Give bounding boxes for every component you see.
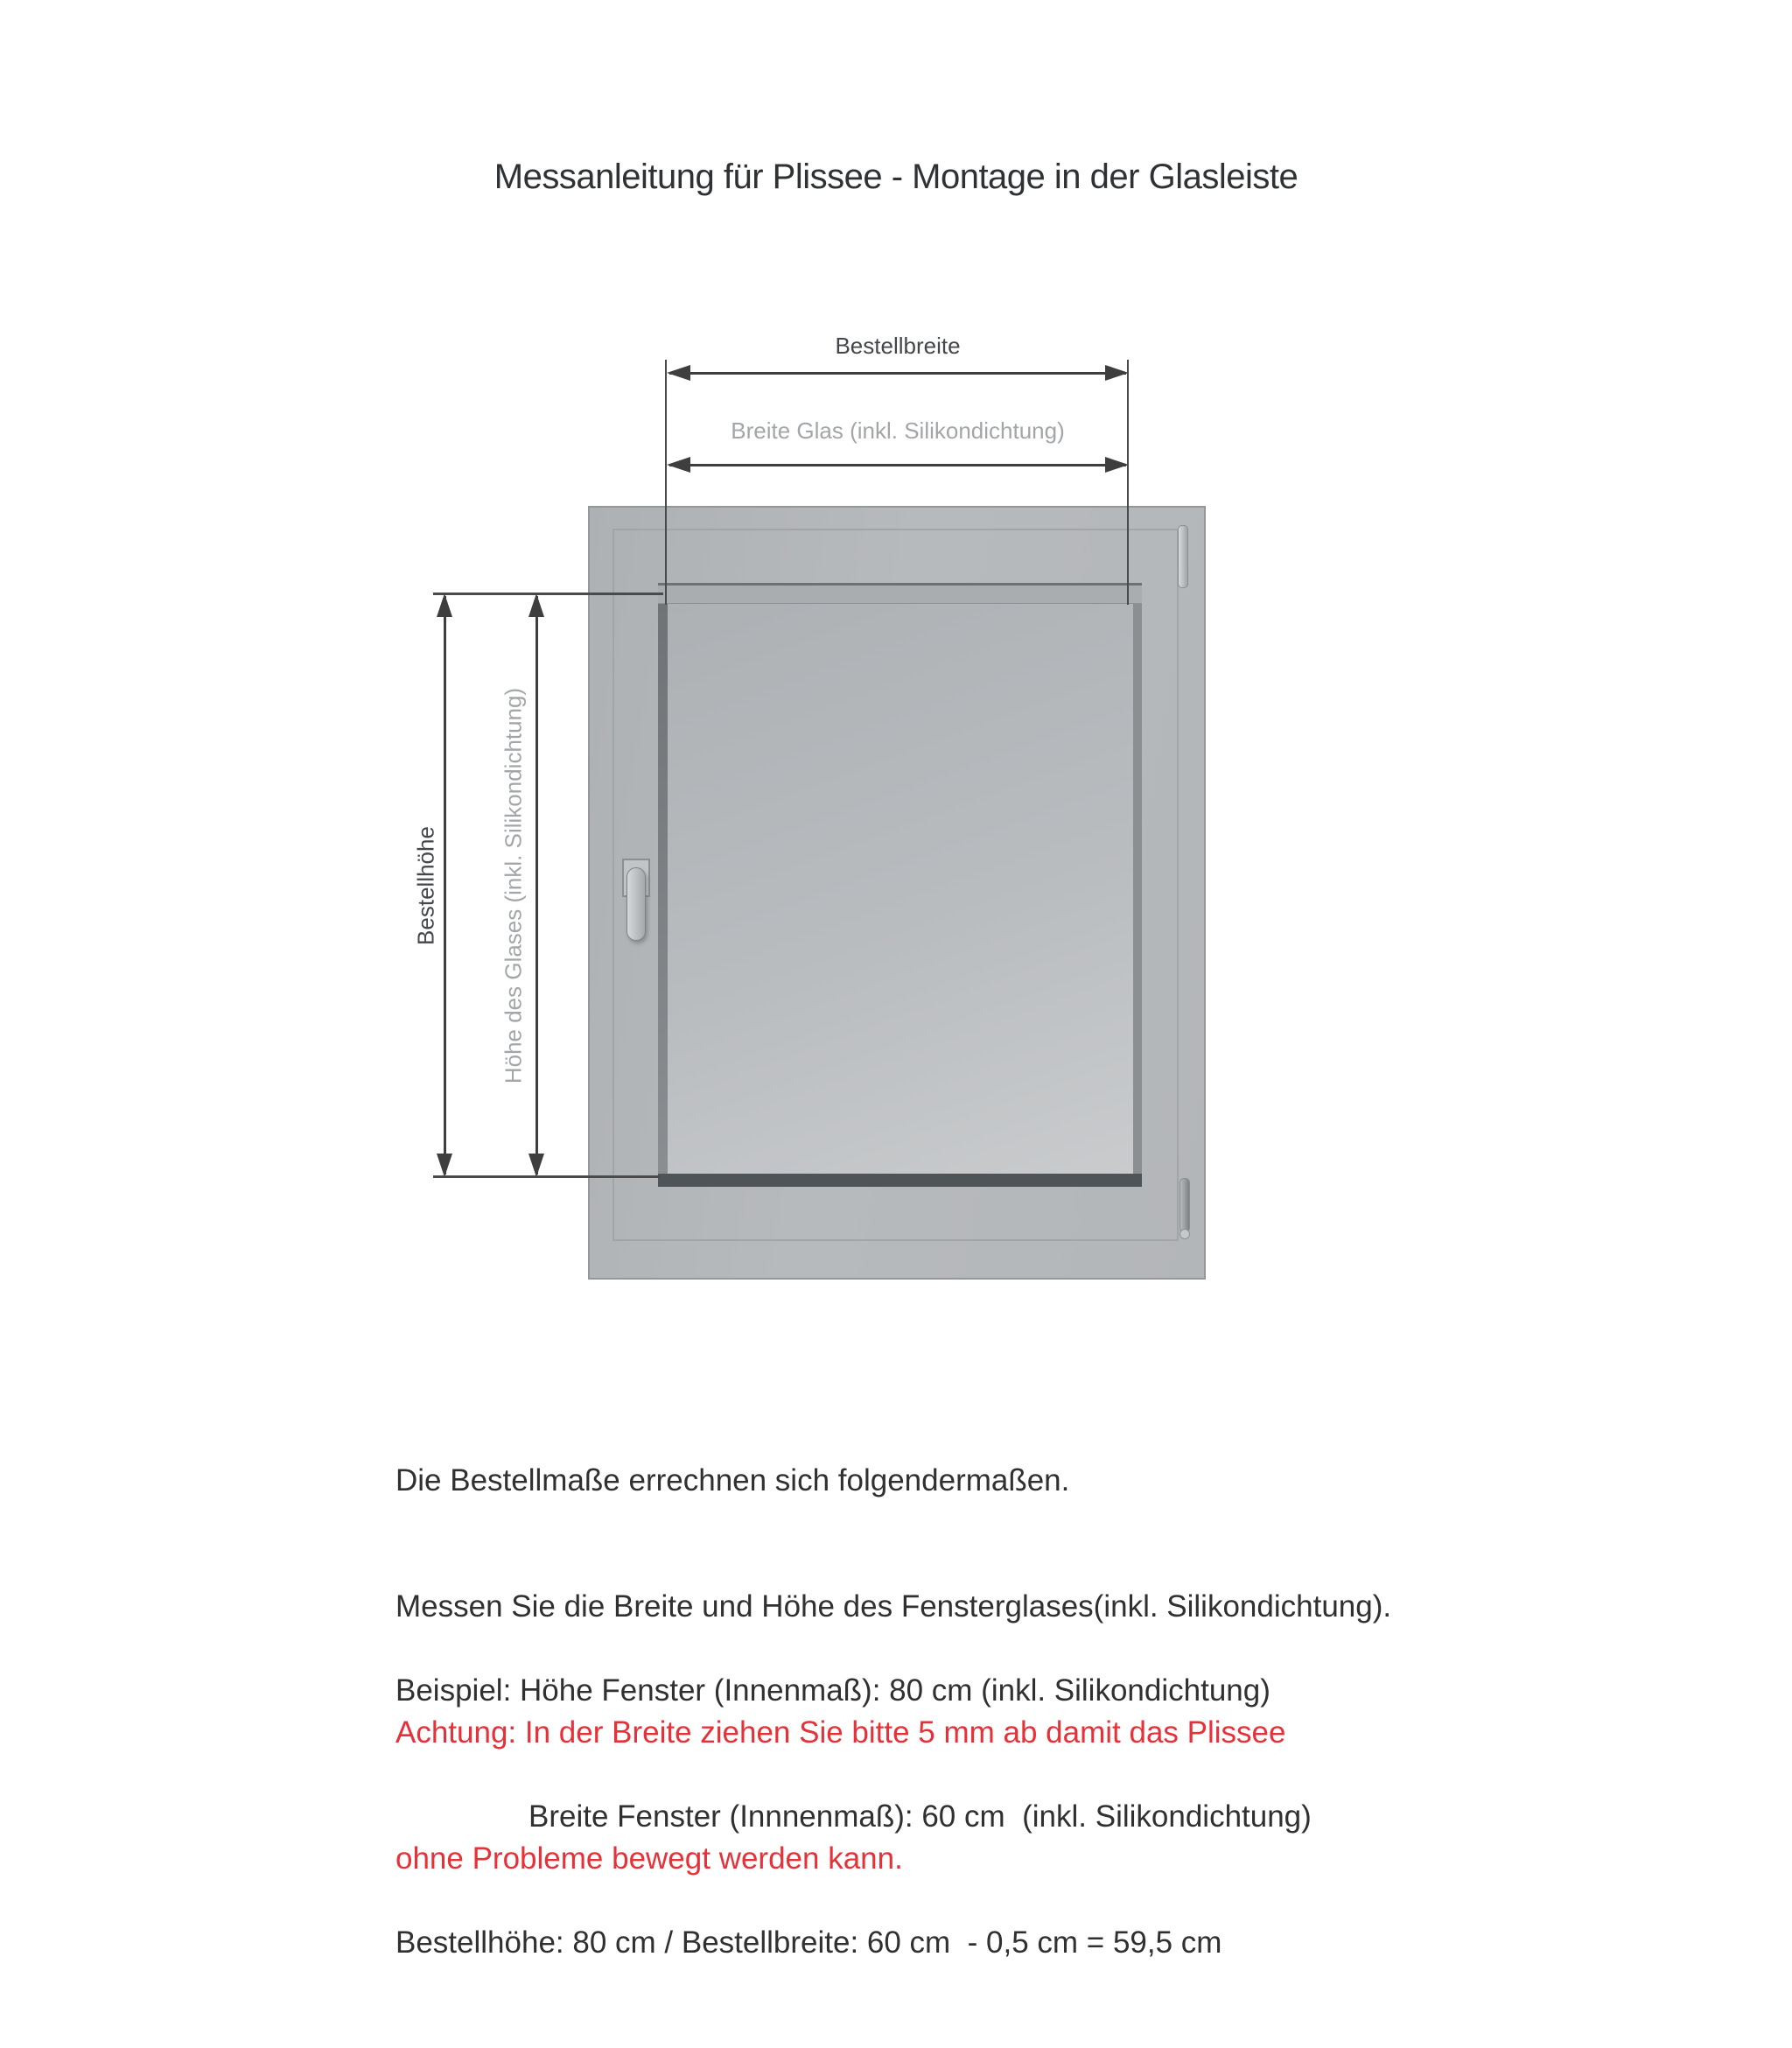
warning-line: ohne Probleme bewegt werden kann. — [396, 1841, 903, 1876]
order-width-label: Bestellbreite — [835, 333, 961, 359]
arrowhead-right-icon — [1105, 457, 1129, 473]
window-hinge-pin — [1180, 1229, 1190, 1239]
dimension-line — [444, 596, 446, 1175]
instruction-line: Die Bestellmaße errechnen sich folgendermaßen. — [396, 1463, 1070, 1497]
glass-height-dimension-arrow — [528, 593, 544, 1177]
glass-bevel-left — [658, 604, 668, 1174]
window-glass — [668, 604, 1133, 1174]
window-hinge-bottom — [1180, 1178, 1190, 1232]
dimension-line — [669, 464, 1126, 466]
glass-bevel-right — [1133, 604, 1142, 1174]
page-title: Messanleitung für Plissee - Montage in der Glasleiste — [494, 158, 1298, 196]
extension-line-right — [1127, 360, 1129, 605]
example-line: Breite Fenster (Innnenmaß): 60 cm (inkl. Silikondichtung) — [528, 1799, 1312, 1834]
example-text-block — [396, 1586, 1312, 2048]
window-glass-unit — [658, 583, 1142, 1187]
glass-bevel-bottom — [658, 1174, 1142, 1187]
arrowhead-down-icon — [437, 1154, 452, 1177]
warning-line: Achtung: In der Breite ziehen Sie bitte 5 mm ab damit das Plissee — [396, 1715, 1286, 1750]
arrowhead-down-icon — [528, 1154, 544, 1177]
example-line: Beispiel: Höhe Fenster (Innenmaß): 80 cm (inkl. Silikondichtung) — [396, 1673, 1270, 1708]
extension-line-top — [433, 593, 663, 595]
glass-width-label: Breite Glas (inkl. Silikondichtung) — [731, 417, 1065, 444]
glazing-bead-top — [658, 583, 1142, 604]
glass-height-label: Höhe des Glases (inkl. Silikondichtung) — [500, 687, 527, 1084]
window-hinge-top — [1178, 525, 1188, 588]
example-line: Bestellhöhe: 80 cm / Bestellbreite: 60 cm - 0,5 cm = 59,5 cm — [396, 1925, 1222, 1960]
order-height-label: Bestellhöhe — [412, 826, 439, 945]
dimension-line — [536, 596, 538, 1175]
glass-width-dimension-arrow — [667, 457, 1129, 473]
extension-line-left — [665, 360, 667, 605]
instruction-line: Messen Sie die Breite und Höhe des Fensterglases(inkl. Silikondichtung). — [396, 1589, 1392, 1624]
arrowhead-right-icon — [1105, 365, 1129, 381]
dimension-line — [669, 372, 1126, 375]
window-handle-grip — [626, 867, 646, 941]
extension-line-bottom — [433, 1175, 660, 1178]
order-width-dimension-arrow — [667, 365, 1129, 381]
